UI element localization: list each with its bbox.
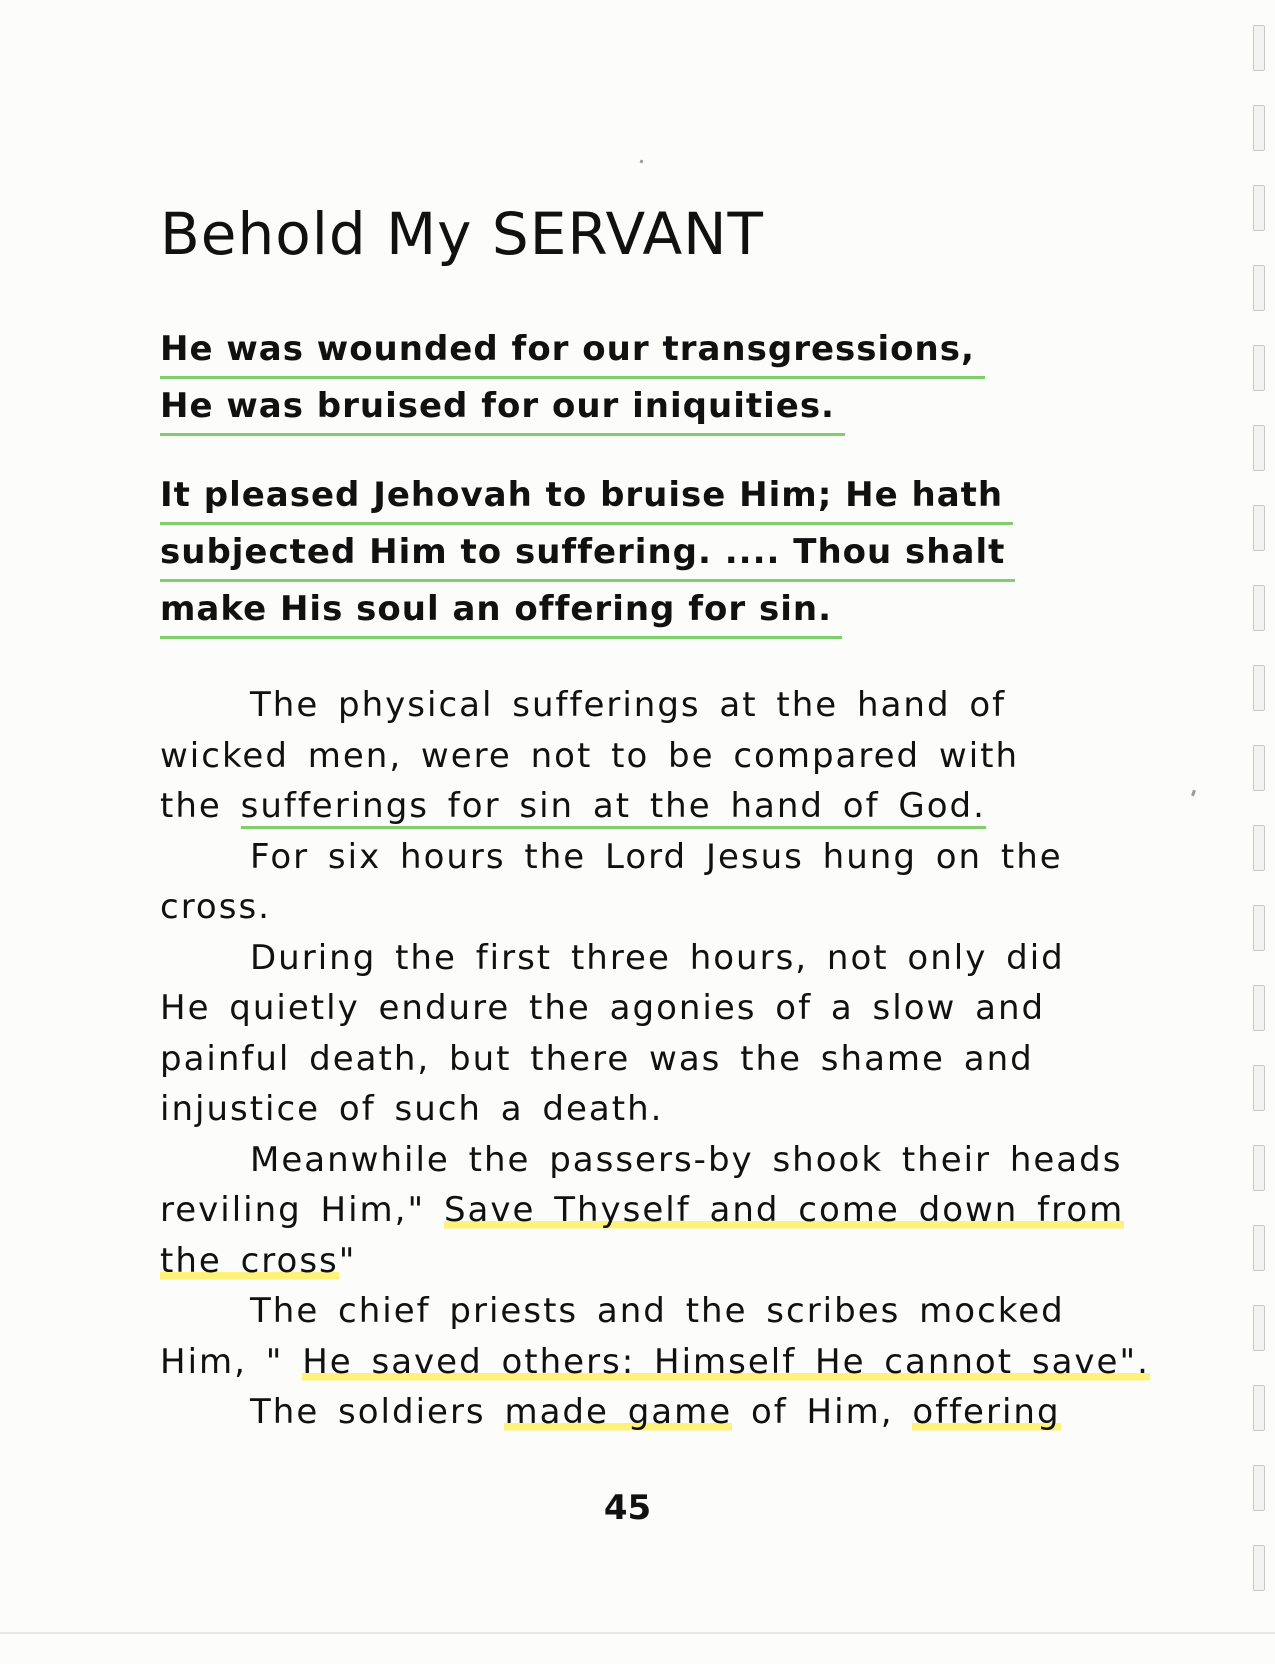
body-line	[160, 781, 1120, 832]
binding-hole	[1253, 505, 1265, 551]
binding-hole	[1253, 985, 1265, 1031]
body-line: For six hours the Lord Jesus hung on the	[250, 836, 1063, 877]
binding-hole	[1253, 265, 1265, 311]
binding-hole	[1253, 1065, 1265, 1111]
body-text-span: of Him,	[732, 1392, 913, 1432]
binding-hole	[1253, 745, 1265, 791]
body-line: injustice of such a death.	[160, 1089, 664, 1129]
binding-hole	[1253, 105, 1265, 151]
green-underline-highlight: sufferings for sin at the hand of God.	[241, 786, 986, 829]
body-text-span: Him, "	[160, 1341, 303, 1382]
binding-hole	[1253, 1145, 1265, 1191]
binding-hole	[1253, 825, 1265, 871]
binding-hole	[1253, 345, 1265, 391]
verse-line: He was wounded for our transgressions,	[160, 322, 985, 379]
body-line	[160, 1337, 1150, 1388]
verse-block-2	[160, 468, 1120, 639]
binding-hole	[1253, 185, 1265, 231]
body-text-span: "	[338, 1240, 357, 1281]
body-line: The chief priests and the scribes mocked	[250, 1291, 1065, 1331]
page-number: 45	[603, 1488, 652, 1528]
binding-hole	[1253, 905, 1265, 951]
body-line	[160, 1236, 1120, 1287]
yellow-highlight: made game	[504, 1392, 733, 1432]
verse-line: It pleased Jehovah to bruise Him; He hath	[160, 468, 1013, 525]
binding-hole	[1253, 1385, 1265, 1431]
binding-hole	[1253, 1305, 1265, 1351]
binding-hole	[1253, 665, 1265, 711]
binding-hole	[1253, 1545, 1265, 1591]
verse-line: make His soul an offering for sin.	[160, 582, 842, 639]
ink-speck	[1191, 790, 1196, 797]
yellow-highlight: offering	[912, 1392, 1061, 1432]
ink-speck	[640, 160, 644, 164]
body-line: During the first three hours, not only did	[250, 937, 1065, 978]
body-line: He quietly endure the agonies of a slow and	[160, 988, 1046, 1028]
yellow-highlight: the cross	[160, 1240, 339, 1281]
body-text-span: the	[160, 786, 241, 826]
yellow-highlight: Save Thyself and come down from	[443, 1190, 1125, 1230]
body-line: The physical sufferings at the hand of	[250, 685, 1007, 725]
yellow-highlight: He saved others: Himself He cannot save".	[302, 1341, 1150, 1382]
body-text-span: reviling Him,"	[160, 1190, 444, 1230]
binding-hole	[1253, 425, 1265, 471]
binding-hole	[1253, 585, 1265, 631]
body-line: wicked men, were not to be compared with	[160, 735, 1020, 776]
verse-block-1	[160, 322, 1120, 436]
binding-hole	[1253, 25, 1265, 71]
spiral-binding	[1253, 25, 1265, 1585]
body-text-span: The soldiers	[250, 1392, 505, 1432]
page-bottom-edge	[0, 1632, 1275, 1634]
body-line: painful death, but there was the shame and	[160, 1038, 1034, 1079]
body-line	[160, 1387, 1120, 1438]
page-title: Behold My SERVANT	[160, 200, 764, 268]
verse-line: He was bruised for our iniquities.	[160, 379, 845, 436]
binding-hole	[1253, 1225, 1265, 1271]
verse-line: subjected Him to suffering. .... Thou shalt	[160, 525, 1015, 582]
body-text	[160, 680, 1150, 1438]
body-line: Meanwhile the passers-by shook their heads	[250, 1139, 1123, 1180]
body-line	[160, 1185, 1125, 1236]
body-line: cross.	[160, 887, 271, 927]
